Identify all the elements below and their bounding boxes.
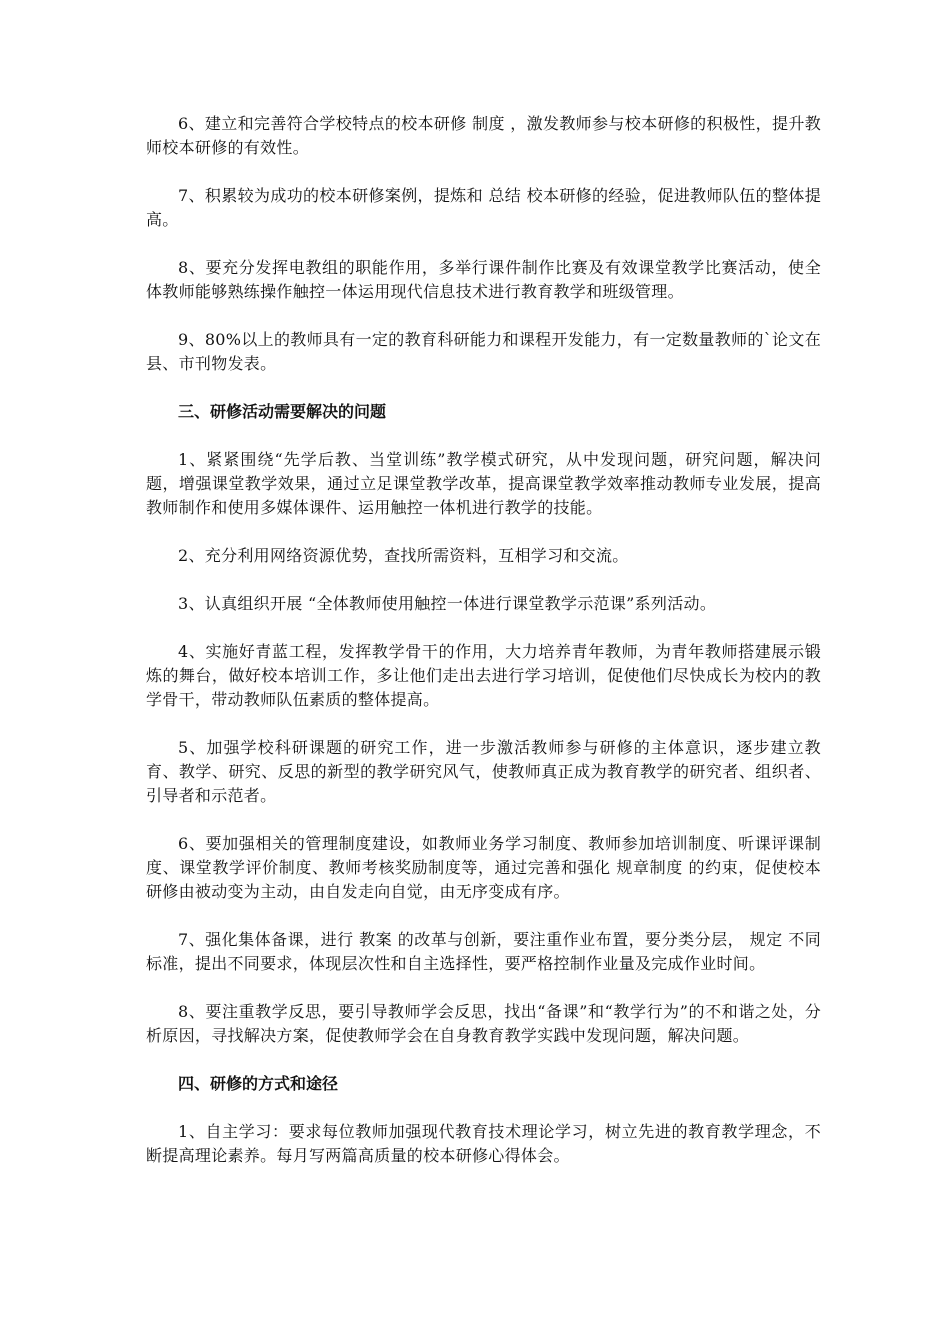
paragraph-goal-9: 9、80%以上的教师具有一定的教育科研能力和课程开发能力，有一定数量教师的`论文在县、市刊物发表。 <box>146 330 821 373</box>
section-heading-methods: 四、研修的方式和途径 <box>178 1074 339 1093</box>
paragraph-goal-7: 7、积累较为成功的校本研修案例，提炼和 总结 校本研修的经验，促进教师队伍的整体提高。 <box>146 186 821 229</box>
paragraph-goal-8: 8、要充分发挥电教组的职能作用，多举行课件制作比赛及有效课堂教学比赛活动，使全体教师能够熟练操作触控一体运用现代信息技术进行教育教学和班级管理。 <box>146 258 821 301</box>
paragraph-problem-1: 1、紧紧围绕“先学后教、当堂训练”教学模式研究，从中发现问题，研究问题，解决问题，增强课堂教学效果，通过立足课堂教学改革，提高课堂教学效率推动教师专业发展，提高教师制作和使用多媒体课件、运用触控一体机进行教学的技能。 <box>146 450 821 517</box>
paragraph-problem-2: 2、充分利用网络资源优势，查找所需资料，互相学习和交流。 <box>178 546 629 565</box>
paragraph-goal-6: 6、建立和完善符合学校特点的校本研修 制度 ，激发教师参与校本研修的积极性，提升教师校本研修的有效性。 <box>146 114 821 157</box>
paragraph-problem-5: 5、加强学校科研课题的研究工作，进一步激活教师参与研修的主体意识，逐步建立教育、教学、研究、反思的新型的教学研究风气，使教师真正成为教育教学的研究者、组织者、引导者和示范者。 <box>146 738 821 805</box>
paragraph-problem-4: 4、实施好青蓝工程，发挥教学骨干的作用，大力培养青年教师，为青年教师搭建展示锻炼的舞台，做好校本培训工作，多让他们走出去进行学习培训，促使他们尽快成长为校内的教学骨干，带动教师队伍素质的整体提高。 <box>146 642 821 709</box>
document-page <box>146 112 821 1192</box>
paragraph-problem-8: 8、要注重教学反思，要引导教师学会反思，找出“备课”和“教学行为”的不和谐之处，分析原因，寻找解决方案，促使教师学会在自身教育教学实践中发现问题，解决问题。 <box>146 1002 821 1045</box>
section-heading-problems: 三、研修活动需要解决的问题 <box>178 402 387 421</box>
paragraph-problem-6: 6、要加强相关的管理制度建设，如教师业务学习制度、教师参加培训制度、听课评课制度、课堂教学评价制度、教师考核奖励制度等，通过完善和强化 规章制度 的约束，促使校本研修由被动变为主动，由自发走向自觉，由无序变成有序。 <box>146 834 821 901</box>
paragraph-problem-7: 7、强化集体备课，进行 教案 的改革与创新，要注重作业布置，要分类分层， 规定 不同标准，提出不同要求，体现层次性和自主选择性，要严格控制作业量及完成作业时间。 <box>146 930 821 973</box>
paragraph-method-1: 1、自主学习：要求每位教师加强现代教育技术理论学习，树立先进的教育教学理念，不断提高理论素养。每月写两篇高质量的校本研修心得体会。 <box>146 1122 821 1165</box>
paragraph-problem-3: 3、认真组织开展 “全体教师使用触控一体进行课堂教学示范课”系列活动。 <box>178 594 717 613</box>
